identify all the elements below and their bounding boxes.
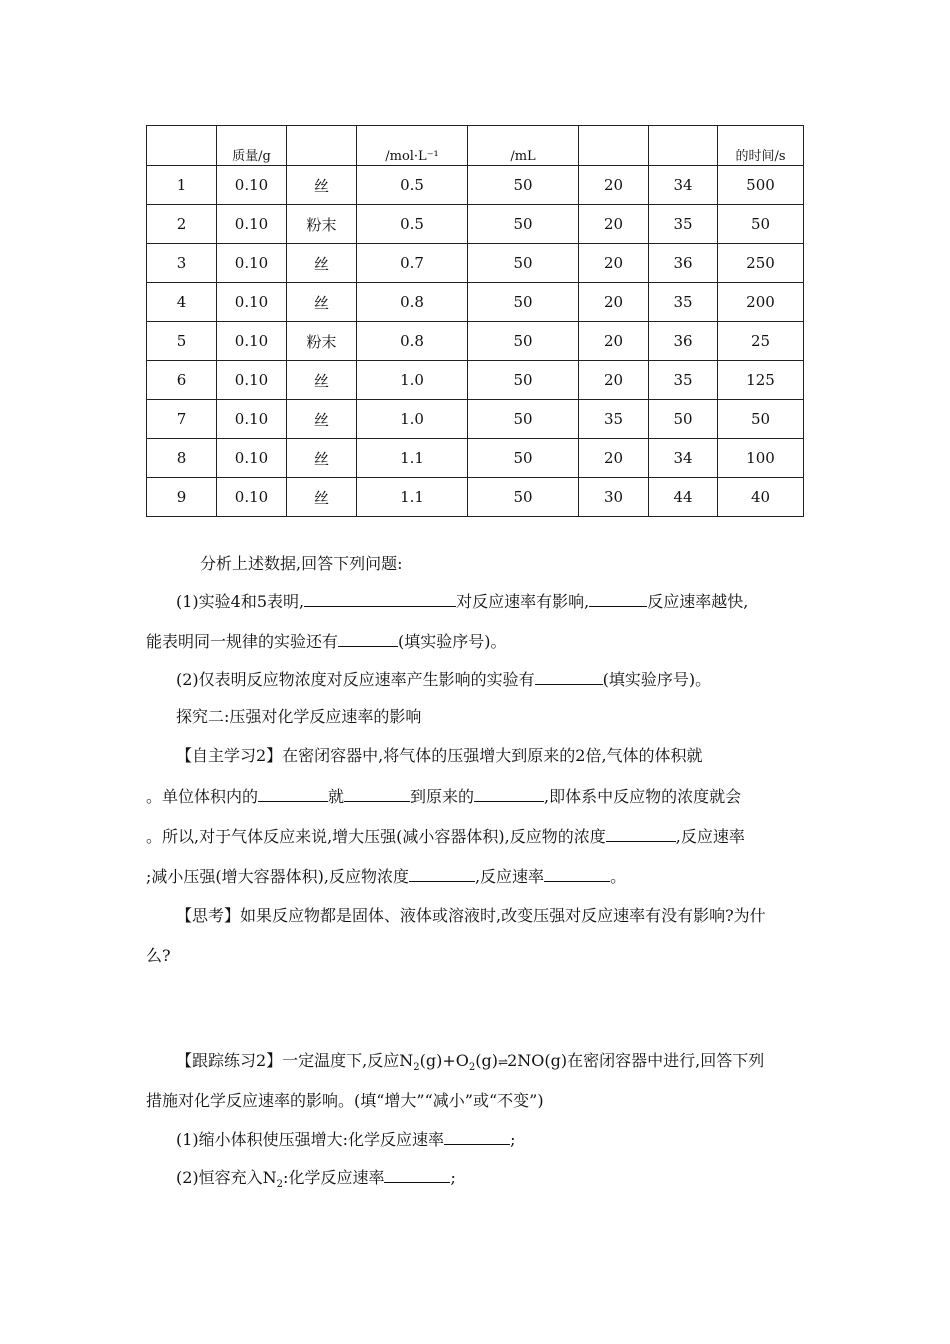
self-study-line-1: 【自主学习2】在密闭容器中,将气体的压强增大到原来的2倍,气体的体积就 [176, 746, 703, 765]
table-cell: 20 [579, 439, 649, 478]
table-row [147, 205, 804, 244]
table-cell: 0.10 [217, 205, 287, 244]
answer-blank[interactable] [258, 785, 328, 802]
table-cell: 7 [147, 400, 217, 439]
text: (2)仅表明反应物浓度对反应速率产生影响的实验有 [176, 670, 535, 689]
subscript: 2 [413, 1062, 420, 1074]
table-cell: 0.10 [217, 244, 287, 283]
table-cell: 250 [718, 244, 804, 283]
text: 。单位体积内的 [146, 787, 259, 806]
table-cell: 丝 [287, 439, 357, 478]
table-row [147, 439, 804, 478]
table-cell: 35 [649, 205, 718, 244]
table-cell: 50 [468, 439, 579, 478]
subscript: 2 [276, 1179, 284, 1191]
table-row [147, 166, 804, 205]
table-cell: 5 [147, 322, 217, 361]
text: 反应速率越快, [647, 592, 749, 611]
answer-blank[interactable] [444, 1128, 510, 1145]
answer-blank[interactable] [606, 825, 676, 842]
table-cell: 4 [147, 283, 217, 322]
text: (g)+O [419, 1051, 469, 1070]
track-practice-line-1 [176, 1050, 764, 1079]
table-cell: 50 [468, 322, 579, 361]
table-cell: 丝 [287, 361, 357, 400]
table-cell: 0.5 [357, 205, 468, 244]
table-cell: 1 [147, 166, 217, 205]
header-cell: /mol·L⁻¹ [357, 126, 468, 166]
table-cell: 1.0 [357, 400, 468, 439]
text: (1)实验4和5表明, [176, 592, 305, 611]
header-cell [147, 126, 217, 166]
table-cell: 20 [579, 322, 649, 361]
text: ;减小压强(增大容器体积),反应物浓度 [146, 867, 409, 886]
table-cell: 0.10 [217, 439, 287, 478]
table-cell: 6 [147, 361, 217, 400]
answer-blank[interactable] [474, 785, 544, 802]
table-cell: 0.10 [217, 478, 287, 517]
answer-blank[interactable] [409, 865, 475, 882]
table-cell: 0.10 [217, 361, 287, 400]
text: (填实验序号)。 [602, 670, 712, 689]
table-cell: 0.5 [357, 166, 468, 205]
table-cell: 20 [579, 205, 649, 244]
table-cell: 35 [649, 283, 718, 322]
think-line-1: 【思考】如果反应物都是固体、液体或溶液时,改变压强对反应速率有没有影响?为什 [176, 906, 766, 925]
table-cell: 1.1 [357, 439, 468, 478]
subscript: 2 [468, 1062, 476, 1074]
answer-blank[interactable] [544, 865, 610, 882]
table-cell: 20 [579, 283, 649, 322]
table-cell: 3 [147, 244, 217, 283]
text: 对反应速率有影响, [456, 592, 590, 611]
table-cell: 34 [649, 166, 718, 205]
table-row [147, 322, 804, 361]
table-cell: 30 [579, 478, 649, 517]
table-cell: 35 [579, 400, 649, 439]
table-cell: 0.7 [357, 244, 468, 283]
text: 能表明同一规律的实验还有 [146, 632, 339, 651]
text: 。所以,对于气体反应来说,增大压强(减小容器体积),反应物的浓度 [146, 827, 606, 846]
table-cell: 34 [649, 439, 718, 478]
text: ,反应速率 [474, 867, 545, 886]
table-cell: 20 [579, 244, 649, 283]
experiment-table [146, 125, 804, 517]
text: (填实验序号)。 [398, 632, 507, 651]
text: 。 [610, 867, 627, 886]
text: ; [510, 1130, 516, 1149]
table-cell: 丝 [287, 244, 357, 283]
text: ,反应速率 [675, 827, 745, 846]
table-cell: 36 [649, 322, 718, 361]
answer-blank[interactable] [535, 668, 603, 685]
table-cell: 0.10 [217, 166, 287, 205]
self-study-line-4 [146, 865, 626, 888]
table-cell: 44 [649, 478, 718, 517]
table-cell: 粉末 [287, 322, 357, 361]
header-cell: 的时间/s [718, 126, 804, 166]
table-row [147, 283, 804, 322]
header-cell [287, 126, 357, 166]
track-question-1 [176, 1128, 515, 1151]
answer-blank[interactable] [384, 1166, 450, 1183]
table-cell: 50 [718, 400, 804, 439]
text: 2NO(g)在密闭容器中进行,回答下列 [507, 1051, 765, 1070]
table-cell: 50 [468, 400, 579, 439]
table-cell: 20 [579, 166, 649, 205]
text: 【跟踪练习2】一定温度下,反应N [176, 1051, 414, 1070]
table-row [147, 361, 804, 400]
table-row [147, 478, 804, 517]
table-cell: 0.10 [217, 283, 287, 322]
text: (2)恒容充入N [176, 1168, 277, 1187]
table-cell: 1.0 [357, 361, 468, 400]
explore-2-heading: 探究二:压强对化学反应速率的影响 [176, 707, 422, 726]
table-row [147, 244, 804, 283]
table-cell: 50 [649, 400, 718, 439]
question-2 [176, 668, 711, 691]
answer-blank[interactable] [338, 630, 398, 647]
table-cell: 500 [718, 166, 804, 205]
table-cell: 粉末 [287, 205, 357, 244]
table-cell: 40 [718, 478, 804, 517]
track-practice-line-2: 措施对化学反应速率的影响。(填“增大”“减小”或“不变”) [146, 1091, 544, 1110]
table-body [147, 166, 804, 517]
text: 就 [328, 787, 345, 806]
table-cell: 25 [718, 322, 804, 361]
table-cell: 50 [468, 205, 579, 244]
table-cell: 8 [147, 439, 217, 478]
self-study-line-2 [146, 785, 741, 808]
track-question-2 [176, 1166, 456, 1196]
text: ,即体系中反应物的浓度就会 [544, 787, 742, 806]
text: :化学反应速率 [283, 1168, 385, 1187]
question-1-line-1 [176, 590, 748, 613]
table-cell: 0.8 [357, 322, 468, 361]
header-cell: /mL [468, 126, 579, 166]
table-cell: 50 [468, 244, 579, 283]
table-cell: 35 [649, 361, 718, 400]
text: (1)缩小体积使压强增大:化学反应速率 [176, 1130, 445, 1149]
text: ; [450, 1168, 456, 1187]
table-cell: 50 [468, 478, 579, 517]
think-line-2: 么? [146, 946, 171, 965]
table-cell: 50 [468, 361, 579, 400]
table-cell: 0.10 [217, 400, 287, 439]
table-cell: 200 [718, 283, 804, 322]
table-cell: 丝 [287, 166, 357, 205]
header-cell [649, 126, 718, 166]
text: 到原来的 [410, 787, 475, 806]
text: (g) [475, 1051, 499, 1070]
table-cell: 0.10 [217, 322, 287, 361]
table-cell: 丝 [287, 283, 357, 322]
table-cell: 9 [147, 478, 217, 517]
table-cell: 100 [718, 439, 804, 478]
header-cell [579, 126, 649, 166]
table-cell: 20 [579, 361, 649, 400]
table-cell: 丝 [287, 400, 357, 439]
table-cell: 36 [649, 244, 718, 283]
answer-blank[interactable] [589, 590, 647, 607]
equilibrium-arrow-icon: ⇌ [498, 1055, 508, 1069]
table-cell: 50 [468, 166, 579, 205]
table-cell: 125 [718, 361, 804, 400]
self-study-line-3 [146, 825, 745, 848]
answer-blank[interactable] [344, 785, 410, 802]
table-cell: 50 [718, 205, 804, 244]
analysis-intro: 分析上述数据,回答下列问题: [200, 554, 403, 573]
table-header-row [147, 126, 804, 166]
table-cell: 0.8 [357, 283, 468, 322]
table-cell: 50 [468, 283, 579, 322]
question-1-line-2 [146, 630, 507, 653]
answer-blank[interactable] [304, 590, 456, 607]
table-cell: 2 [147, 205, 217, 244]
table-cell: 丝 [287, 478, 357, 517]
table-cell: 1.1 [357, 478, 468, 517]
table-row [147, 400, 804, 439]
header-cell: 质量/g [217, 126, 287, 166]
